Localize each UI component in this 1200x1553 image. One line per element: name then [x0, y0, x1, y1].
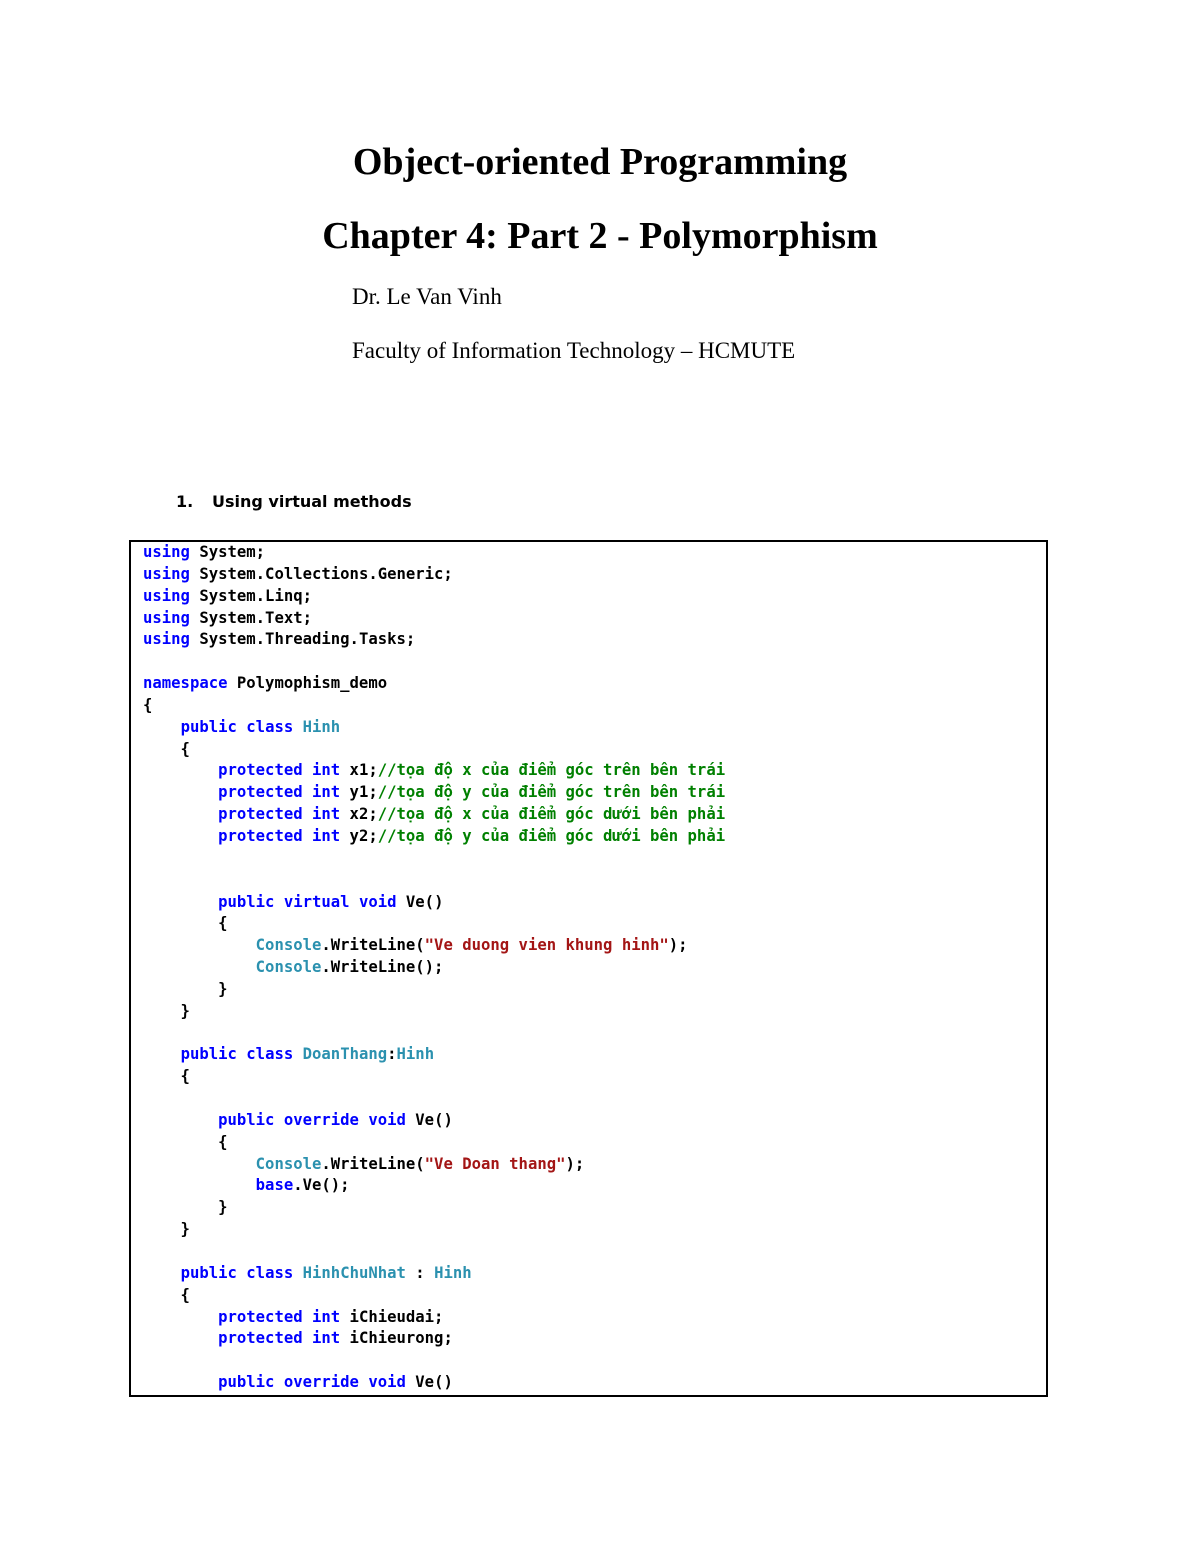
code-line: [143, 935, 725, 957]
code-keyword: class: [246, 717, 294, 736]
code-text: [143, 1045, 181, 1063]
code-line: [143, 739, 725, 761]
code-text: [143, 718, 181, 736]
code-keyword: public: [180, 717, 237, 736]
code-keyword: void: [368, 1110, 406, 1129]
code-string: "Ve Doan thang": [424, 1154, 566, 1173]
code-text: [293, 1045, 302, 1063]
code-text: );: [565, 1154, 585, 1173]
code-comment: //tọa độ x của điểm góc dưới bên phải: [377, 805, 726, 824]
code-type-name: Hinh: [396, 1045, 435, 1064]
code-type-name: DoanThang: [302, 1045, 388, 1064]
code-keyword: public: [218, 1373, 275, 1392]
code-comment: //tọa độ y của điểm góc trên bên trái: [377, 783, 726, 802]
code-type-name: Hinh: [302, 717, 341, 736]
code-line: [143, 913, 725, 935]
affiliation: Faculty of Information Technology – HCMUTE: [352, 338, 796, 363]
code-text: }: [143, 1220, 190, 1239]
code-text: [143, 893, 218, 911]
code-keyword: protected: [218, 805, 303, 824]
code-line: [143, 1110, 725, 1132]
code-text: {: [143, 739, 190, 758]
code-text: [143, 1264, 181, 1282]
code-line: [143, 870, 725, 892]
code-text: [293, 718, 302, 736]
code-text: [143, 1329, 218, 1347]
code-line: [143, 892, 725, 914]
code-text: [303, 761, 312, 779]
code-text: System.Threading.Tasks;: [189, 630, 416, 649]
code-line: [143, 804, 725, 826]
document-title: Object-oriented Programming: [352, 141, 848, 183]
code-line: [143, 826, 725, 848]
code-text: [303, 1308, 312, 1326]
code-text: System;: [189, 543, 266, 561]
code-text: System.Text;: [189, 608, 313, 627]
code-keyword: using: [143, 586, 190, 605]
code-line: [143, 717, 725, 739]
code-text: y2;: [340, 826, 378, 845]
code-text: y1;: [340, 783, 378, 802]
code-line: [143, 629, 725, 651]
code-line: [143, 1285, 725, 1307]
code-text: {: [143, 914, 228, 933]
code-text: :: [405, 1263, 435, 1282]
code-line: [143, 1328, 725, 1350]
code-line: [143, 760, 725, 782]
code-type-name: Console: [255, 936, 322, 955]
code-text: x2;: [340, 805, 378, 824]
code-line: [143, 1132, 725, 1154]
code-keyword: protected: [218, 783, 303, 802]
code-line: [143, 564, 725, 586]
code-text: [303, 783, 312, 801]
code-text: .WriteLine(: [321, 936, 425, 955]
code-text: [143, 1308, 218, 1326]
code-text: [143, 805, 218, 823]
code-keyword: using: [143, 630, 190, 649]
code-text: System.Collections.Generic;: [189, 564, 453, 583]
code-text: [274, 893, 283, 911]
code-keyword: protected: [218, 1307, 303, 1326]
code-line: [143, 1241, 725, 1263]
code-keyword: class: [246, 1045, 294, 1064]
code-text: [143, 1176, 256, 1194]
code-text: .WriteLine();: [321, 958, 444, 977]
code-line: [143, 782, 725, 804]
code-line: [143, 1001, 725, 1023]
code-text: [237, 1045, 246, 1063]
code-keyword: int: [312, 1329, 341, 1348]
code-text: }: [143, 1198, 228, 1217]
code-text: [293, 1264, 302, 1282]
code-text: [237, 718, 246, 736]
code-keyword: public: [218, 892, 275, 911]
code-text: [350, 893, 359, 911]
code-text: iChieurong;: [340, 1329, 453, 1348]
code-text: [143, 936, 256, 954]
code-line: [143, 1044, 725, 1066]
code-text: Ve(): [405, 1373, 453, 1392]
code-line: [143, 1263, 725, 1285]
section-title: Using virtual methods: [212, 492, 412, 511]
code-keyword: virtual: [283, 892, 350, 911]
code-keyword: int: [312, 1307, 341, 1326]
code-line: [143, 1066, 725, 1088]
code-text: [303, 1329, 312, 1347]
code-text: [274, 1373, 283, 1391]
code-line: [143, 608, 725, 630]
code-keyword: base: [255, 1176, 294, 1195]
code-text: Polymophism_demo: [227, 674, 388, 693]
code-keyword: class: [246, 1263, 294, 1282]
code-line: [143, 1088, 725, 1110]
code-line: [143, 1023, 725, 1045]
code-text: .WriteLine(: [321, 1154, 425, 1173]
code-keyword: int: [312, 783, 341, 802]
code-keyword: public: [180, 1263, 237, 1282]
code-keyword: int: [312, 805, 341, 824]
code-text: );: [668, 936, 688, 955]
code-text: }: [143, 979, 228, 998]
code-text: iChieudai;: [340, 1307, 444, 1326]
code-text: Ve(): [396, 892, 444, 911]
code-text: {: [143, 1285, 190, 1304]
code-comment: //tọa độ x của điểm góc trên bên trái: [377, 761, 726, 780]
code-keyword: namespace: [143, 674, 228, 693]
section-number: 1.: [176, 492, 194, 511]
code-line: [143, 1372, 725, 1394]
code-text: [237, 1264, 246, 1282]
code-keyword: public: [218, 1110, 275, 1129]
document-subtitle: Chapter 4: Part 2 - Polymorphism: [322, 215, 878, 257]
code-text: }: [143, 1001, 190, 1020]
code-text: [143, 1373, 218, 1391]
code-text: [359, 1373, 368, 1391]
code-text: [143, 761, 218, 779]
code-line: [143, 586, 725, 608]
section-heading: [176, 492, 412, 511]
code-line: [143, 651, 725, 673]
code-type-name: Console: [255, 958, 322, 977]
code-line: [143, 695, 725, 717]
code-text: [143, 958, 256, 976]
code-type-name: Hinh: [434, 1263, 472, 1282]
code-keyword: protected: [218, 1329, 303, 1348]
code-line: [143, 1219, 725, 1241]
code-text: [359, 1111, 368, 1129]
code-keyword: int: [312, 826, 341, 845]
code-text: .Ve();: [293, 1176, 350, 1195]
code-keyword: protected: [218, 761, 303, 780]
code-text: [143, 827, 218, 845]
code-type-name: HinhChuNhat: [302, 1263, 406, 1282]
code-keyword: override: [283, 1373, 359, 1392]
code-text: [303, 827, 312, 845]
code-text: [143, 783, 218, 801]
code-keyword: using: [143, 608, 190, 627]
code-keyword: override: [283, 1110, 359, 1129]
code-line: [143, 979, 725, 1001]
code-line: [143, 542, 725, 564]
code-string: "Ve duong vien khung hinh": [424, 936, 669, 955]
code-text: {: [143, 1067, 190, 1086]
code-text: [143, 1155, 256, 1173]
code-text: Ve(): [405, 1110, 453, 1129]
code-keyword: void: [358, 892, 397, 911]
code-line: [143, 957, 725, 979]
code-text: [303, 805, 312, 823]
code-listing-box: [129, 540, 1048, 1397]
code-text: {: [143, 695, 153, 714]
code-keyword: int: [312, 761, 341, 780]
code-line: [143, 1197, 725, 1219]
code-keyword: void: [368, 1373, 406, 1392]
code-text: {: [143, 1132, 228, 1151]
code-comment: //tọa độ y của điểm góc dưới bên phải: [377, 826, 726, 845]
code-listing: [143, 542, 725, 1394]
code-type-name: Console: [255, 1154, 322, 1173]
author-name: Dr. Le Van Vinh: [352, 284, 502, 309]
code-text: :: [387, 1045, 397, 1064]
code-keyword: using: [143, 543, 190, 561]
code-line: [143, 1350, 725, 1372]
code-keyword: public: [180, 1045, 237, 1064]
code-text: [143, 1111, 218, 1129]
code-line: [143, 673, 725, 695]
code-line: [143, 1307, 725, 1329]
code-line: [143, 1154, 725, 1176]
code-text: x1;: [340, 761, 378, 780]
code-keyword: protected: [218, 826, 303, 845]
code-text: [274, 1111, 283, 1129]
code-text: System.Linq;: [189, 586, 313, 605]
code-keyword: using: [143, 564, 190, 583]
code-line: [143, 1175, 725, 1197]
code-line: [143, 848, 725, 870]
